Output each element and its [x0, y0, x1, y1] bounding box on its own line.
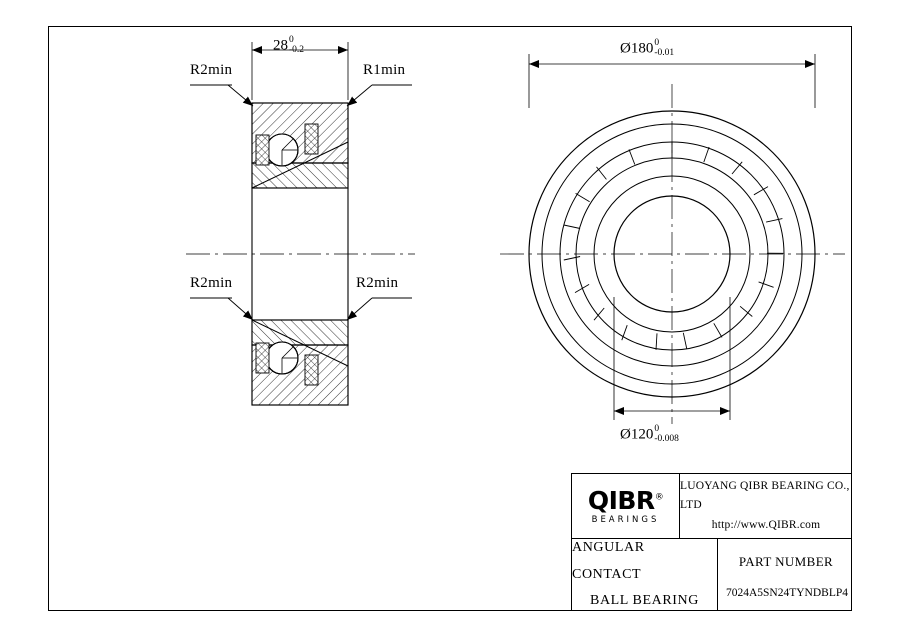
part-number-label: PART NUMBER: [738, 553, 834, 569]
dim-od-value: Ø180: [620, 40, 654, 57]
label-r2min-top-left: R2min: [190, 62, 233, 78]
qibr-logo: [572, 474, 680, 538]
product-type: [572, 539, 718, 611]
section-view: [186, 103, 415, 405]
label-r2min-bottom-left: R2min: [190, 275, 233, 291]
dim-width-value: 28: [273, 37, 288, 54]
logo-text: QIBR: [587, 485, 655, 515]
dim-od-tol-lower: -0.01: [654, 47, 675, 58]
dim-id-tol-lower: -0.008: [654, 433, 679, 444]
dim-outer-diameter: [620, 39, 674, 59]
product-type-line1: ANGULAR CONTACT: [572, 540, 645, 582]
dim-width-tolerance: [289, 36, 304, 56]
title-block: [571, 473, 852, 611]
part-number-value: 7024A5SN24TYNDBLP4: [725, 586, 848, 599]
registered-trademark-icon: ®: [654, 492, 664, 503]
company-info: [680, 474, 852, 538]
logo-wordmark: [587, 485, 664, 515]
dim-id-tolerance: [654, 425, 679, 445]
logo-subtext: BEARINGS: [591, 514, 660, 525]
company-website[interactable]: http://www.QIBR.com: [711, 518, 821, 531]
dim-width: [273, 36, 304, 56]
dim-width-tol-lower: -0.2: [289, 44, 305, 55]
company-name: LUOYANG QIBR BEARING CO., LTD: [680, 479, 850, 512]
part-number-cell: [718, 539, 852, 611]
dim-inner-diameter: [620, 425, 679, 445]
product-type-line2: BALL BEARING: [590, 593, 699, 609]
dim-od-tol-upper: 0: [654, 38, 660, 48]
title-block-header: [572, 474, 852, 539]
dim-od-tolerance: [654, 39, 674, 59]
dim-id-value: Ø120: [620, 426, 654, 443]
label-r2min-bottom-right: R2min: [356, 275, 399, 291]
front-view: [500, 84, 845, 424]
label-r1min-top-right: R1min: [363, 62, 406, 78]
dim-id-tol-upper: 0: [654, 424, 660, 434]
title-block-body: [572, 539, 852, 611]
dim-width-tol-upper: 0: [289, 35, 294, 45]
